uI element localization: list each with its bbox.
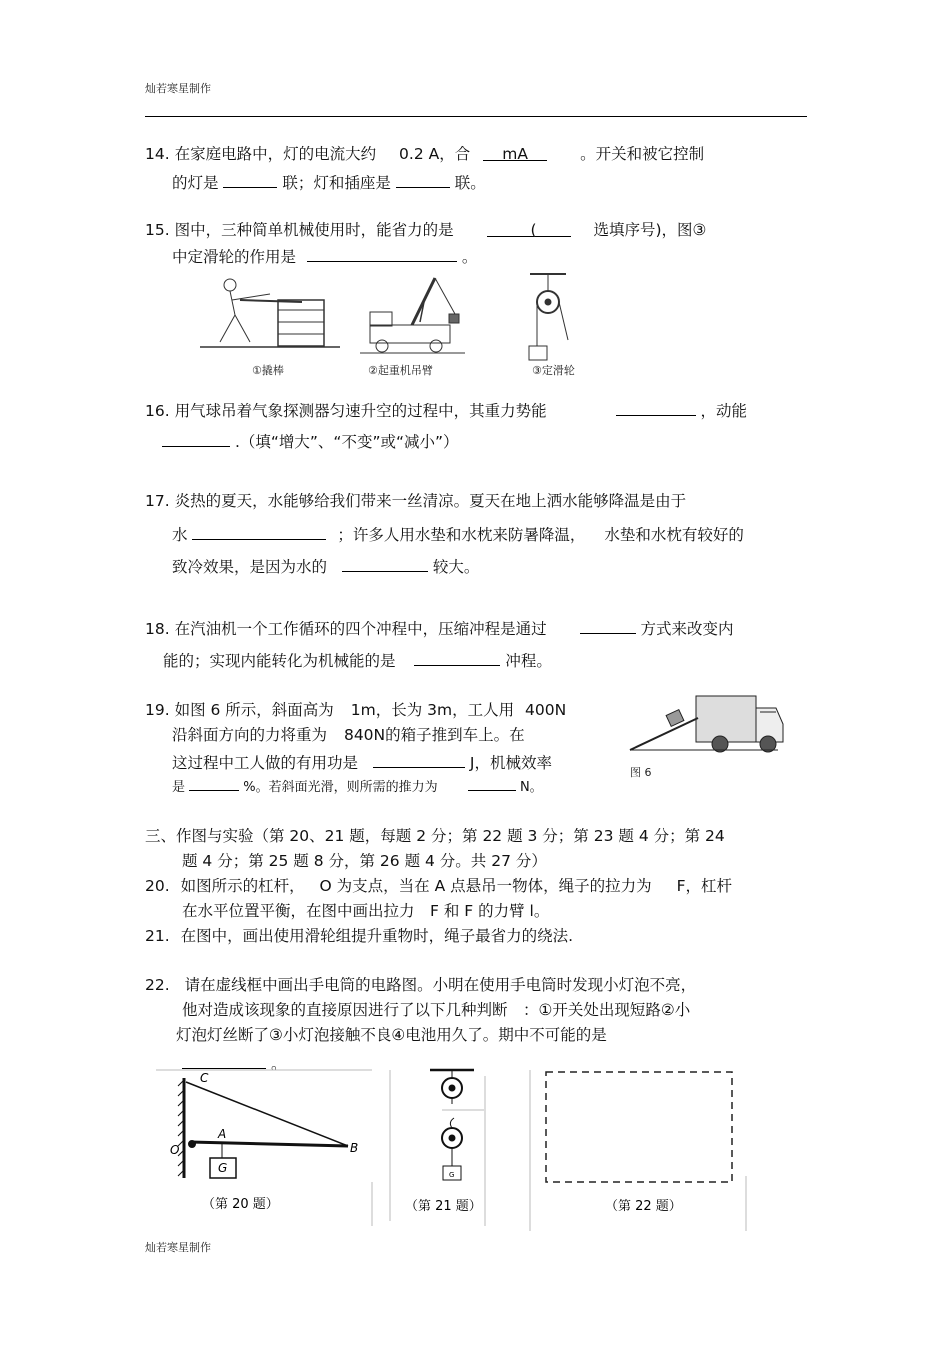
q16-blank-1[interactable] <box>616 399 696 416</box>
q18-text-b: 方式来改变内 <box>640 620 734 638</box>
question-15-line1 <box>145 220 706 240</box>
q22-text-end: 。 <box>270 1055 287 1073</box>
header-text: 灿若寒星制作 <box>145 82 211 95</box>
q17-text-a: 水 <box>172 526 188 544</box>
lever-label-c: C <box>200 1071 209 1085</box>
q15-figures <box>190 270 620 382</box>
caption-20: （第 20 题） <box>202 1197 279 1212</box>
q19-text-f: 这过程中工人做的有用功是 <box>172 754 359 772</box>
q14-text-f: 联；灯和插座是 <box>282 174 391 192</box>
crowbar-figure <box>200 279 340 347</box>
footer-text: 灿若寒星制作 <box>145 1241 211 1254</box>
lever-label-o: O <box>170 1143 180 1157</box>
question-22-line2: 他对造成该现象的直接原因进行了以下几种判断 ：①开关处出现短路②小 <box>182 1001 691 1019</box>
q19-text-e: 840N的箱子推到车上。在 <box>343 726 525 744</box>
fig-label-crowbar: ①撬棒 <box>252 364 284 377</box>
q16-text-c: .（填“增大”、“不变”或“减小”） <box>234 433 459 451</box>
q19-text-h: 是 <box>172 780 186 795</box>
question-14-line2 <box>172 171 486 193</box>
question-14-line1 <box>145 144 704 164</box>
q18-blank-1[interactable] <box>580 617 636 634</box>
fixed-pulley-figure <box>529 274 568 360</box>
q17-text-c: 水垫和水枕有较好的 <box>604 526 744 544</box>
bottom-figures <box>150 1066 770 1236</box>
q14-text-e: 的灯是 <box>172 174 219 192</box>
q19-text-i: %。若斜面光滑，则所需的推力为 <box>243 780 438 795</box>
question-22-line3: 灯泡灯丝断了③小灯泡接触不良④电池用久了。期中不可能的是 <box>176 1026 607 1044</box>
q20-text-a: 如图所示的杠杆， <box>180 877 305 895</box>
q15-blank-1[interactable]: ( <box>487 220 571 237</box>
q15-text-c: 选填序号)，图③ <box>593 221 707 239</box>
q18-blank-2[interactable] <box>414 649 500 666</box>
q19-text-a: 19. 如图 6 所示，斜面高为 <box>145 701 334 719</box>
q14-text-a: 14. 在家庭电路中，灯的电流大约 <box>145 145 377 163</box>
question-19-line1 <box>145 700 566 720</box>
q14-answer-unit: mA <box>483 144 547 161</box>
q20-text-b: O 为支点，当在 A 点悬吊一物体，绳子的拉力为 <box>319 877 652 895</box>
q20-text-c: F，杠杆 <box>676 877 732 895</box>
lever-label-a: A <box>218 1127 227 1141</box>
q15-blank-2[interactable] <box>307 245 457 262</box>
question-19-line4 <box>172 777 543 798</box>
q19-text-b: 1m，长为 3m，工人用 <box>350 701 515 719</box>
question-16-line1 <box>145 399 747 421</box>
question-20-line2: 在水平位置平衡，在图中画出拉力 F 和 F 的力臂 l。 <box>182 902 550 920</box>
q14-text-b: 0.2 A，合 <box>399 145 471 163</box>
q19-text-c: 400N <box>525 701 567 719</box>
caption-22: （第 22 题） <box>605 1199 682 1214</box>
q17-text-e: 较大。 <box>432 558 480 576</box>
question-16-line2 <box>162 430 459 452</box>
q15-text-a: 15. 图中，三种简单机械使用时，能省力的是 <box>145 221 454 239</box>
circuit-drawing-box[interactable] <box>546 1072 732 1182</box>
q15-text-e: 。 <box>461 248 478 266</box>
q14-text-d: 。开关和被它控制 <box>580 145 705 163</box>
caption-21: （第 21 题） <box>405 1199 482 1214</box>
q16-blank-2[interactable] <box>162 430 230 447</box>
q17-blank-1[interactable] <box>192 523 326 540</box>
lever-label-g: G <box>218 1161 228 1175</box>
pulley-label-g: G <box>449 1171 455 1179</box>
q17-text-b: ；许多人用水垫和水枕来防暑降温， <box>337 526 586 544</box>
q22-num: 22. <box>145 976 170 994</box>
question-19-line2 <box>172 725 525 745</box>
question-18-line2 <box>163 649 552 671</box>
question-21-line1 <box>145 926 573 946</box>
q21-num: 21. <box>145 927 170 945</box>
q17-blank-2[interactable] <box>342 555 428 572</box>
q17-text-d: 致冷效果，是因为水的 <box>172 558 328 576</box>
q14-blank-1[interactable] <box>223 171 277 188</box>
q20-num: 20. <box>145 877 170 895</box>
q19-text-g: J，机械效率 <box>469 754 552 772</box>
q19-text-d: 沿斜面方向的力将重为 <box>172 726 328 744</box>
q18-text-c: 能的；实现内能转化为机械能的是 <box>163 652 396 670</box>
question-22-line1 <box>145 975 696 995</box>
fig6-label: 图 6 <box>630 766 652 779</box>
q14-blank-2[interactable] <box>396 171 450 188</box>
lever-figure-20 <box>178 1078 348 1178</box>
q19-blank-2[interactable] <box>189 777 239 791</box>
q19-text-j: N。 <box>519 780 543 795</box>
q18-text-a: 18. 在汽油机一个工作循环的四个冲程中，压缩冲程是通过 <box>145 620 547 638</box>
q21-text: 在图中，画出使用滑轮组提升重物时，绳子最省力的绕法. <box>180 927 574 945</box>
fig-label-pulley: ③定滑轮 <box>532 364 575 377</box>
question-20-line1 <box>145 876 732 896</box>
header-divider <box>145 116 807 117</box>
q15-text-d: 中定滑轮的作用是 <box>172 248 297 266</box>
question-17-line1: 17. 炎热的夏天，水能够给我们带来一丝清凉。夏天在地上洒水能够降温是由于 <box>145 492 687 510</box>
q18-text-d: 冲程。 <box>505 652 552 670</box>
q19-blank-3[interactable] <box>468 777 516 791</box>
question-17-line2 <box>172 523 744 545</box>
section-3-heading-line1: 三、作图与实验（第 20、21 题，每题 2 分；第 22 题 3 分；第 23 题 4 分；第 24 <box>145 827 725 845</box>
q16-text-b: ，动能 <box>700 402 747 420</box>
section-3-heading-line2: 题 4 分；第 25 题 8 分，第 26 题 4 分。共 27 分） <box>182 852 547 870</box>
crane-figure <box>360 278 465 353</box>
truck-ramp-figure <box>628 686 783 780</box>
lever-label-b: B <box>350 1141 359 1155</box>
q16-text-a: 16. 用气球吊着气象探测器匀速升空的过程中，其重力势能 <box>145 402 547 420</box>
question-18-line1 <box>145 617 733 639</box>
question-15-line2 <box>172 245 477 267</box>
question-19-line3 <box>172 751 552 773</box>
q19-blank-1[interactable] <box>373 751 465 768</box>
q14-text-g: 联。 <box>454 174 486 192</box>
fig-label-crane: ②起重机吊臂 <box>368 364 433 377</box>
pulley-system-figure-21 <box>430 1070 474 1180</box>
q22-text-a: 请在虚线框中画出手电筒的电路图。小明在使用手电筒时发现小灯泡不亮， <box>184 976 697 994</box>
question-17-line3 <box>172 555 479 577</box>
